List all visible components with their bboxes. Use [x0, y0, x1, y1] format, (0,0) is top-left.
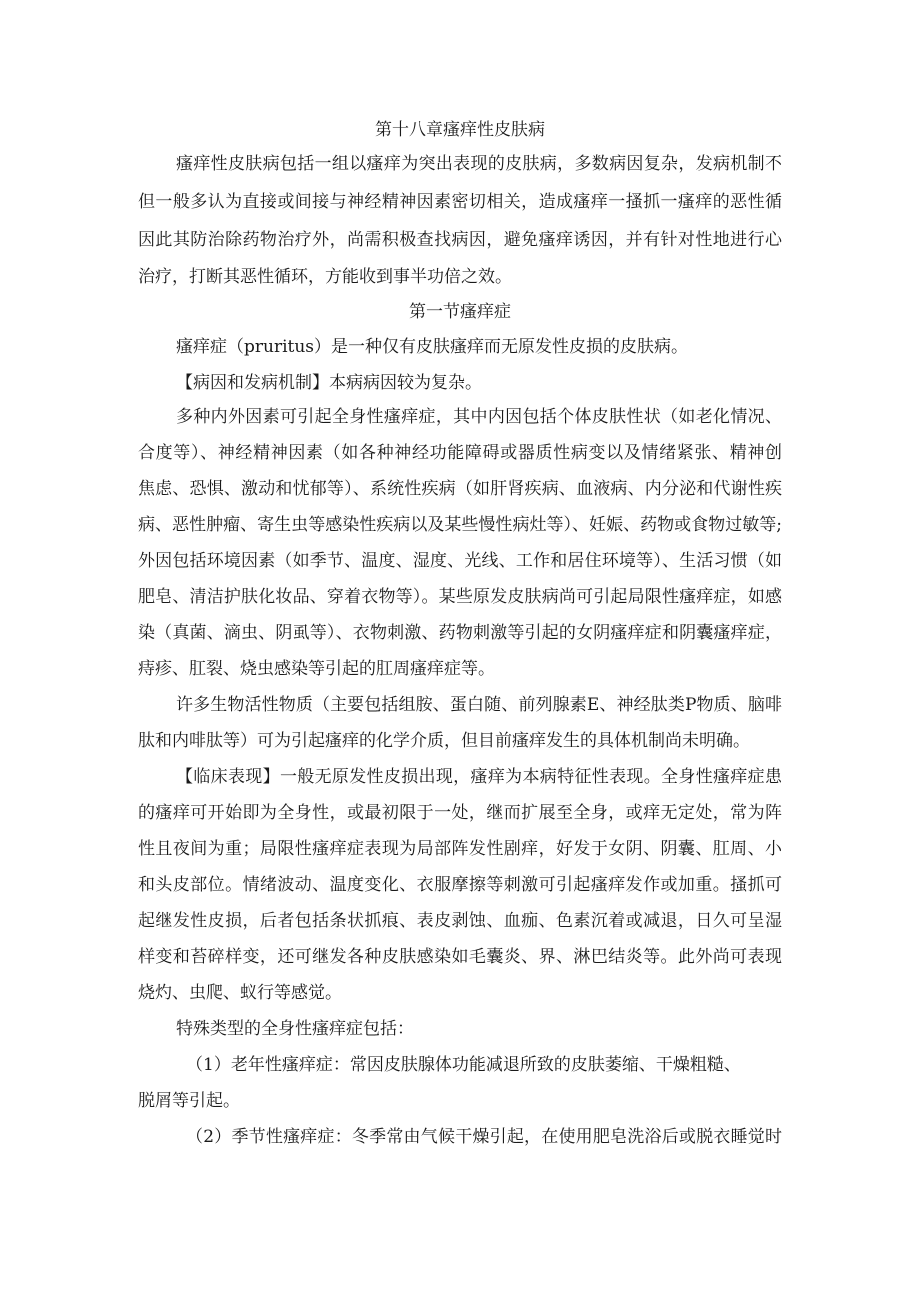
etiology-line: 多种内外因素可引起全身性瘙痒症，其中内因包括个体皮肤性状（如老化情况、: [176, 407, 782, 427]
intro-line: 因此其防治除药物治疗外，尚需积极查找病因，避免瘙痒诱因，并有针对性地进行心: [138, 230, 782, 250]
intro-line: 瘙痒性皮肤病包括一组以瘙痒为突出表现的皮肤病，多数病因复杂，发病机制不: [176, 154, 782, 174]
clinical-line: 【临床表现】一般无原发性皮损出现，瘙痒为本病特征性表现。全身性瘙痒症患: [176, 767, 782, 787]
mediator-line: 肽和内啡肽等）可为引起瘙痒的化学介质，但目前瘙痒发生的具体机制尚未明确。: [138, 731, 750, 751]
intro-line: 但一般多认为直接或间接与神经精神因素密切相关，造成瘙痒一搔抓一瘙痒的恶性循: [138, 192, 782, 212]
intro-line: 治疗，打断其恶性循环，方能收到事半功倍之效。: [138, 267, 512, 287]
clinical-line: 的瘙痒可开始即为全身性，或最初限于一处，继而扩展至全身，或痒无定处，常为阵: [138, 803, 782, 823]
mediator-line: 许多生物活性物质（主要包括组胺、蛋白随、前列腺素E、神经肽类P物质、脑啡: [176, 695, 782, 715]
clinical-line: 样变和苔碎样变，还可继发各种皮肤感染如毛囊炎、界、淋巴结炎等。此外尚可表现: [138, 947, 782, 967]
definition-line: 瘙痒症（pruritus）是一种仅有皮肤瘙痒而无原发性皮损的皮肤病。: [176, 337, 689, 357]
special-types-intro: 特殊类型的全身性瘙痒症包括：: [176, 1019, 414, 1039]
etiology-line: 外因包括环境因素（如季节、温度、湿度、光线、工作和居住环境等）、生活习惯（如: [138, 551, 782, 571]
section-title: 第一节瘙痒症: [409, 302, 511, 322]
clinical-line: 起继发性皮损，后者包括条状抓痕、表皮剥蚀、血痂、色素沉着或减退，日久可呈湿: [138, 911, 782, 931]
etiology-line: 染（真菌、滴虫、阴虱等）、衣物刺激、药物刺激等引起的女阴瘙痒症和阴囊瘙痒症，: [138, 623, 782, 643]
etiology-line: 痔疹、肛裂、烧虫感染等引起的肛周瘙痒症等。: [138, 659, 495, 679]
etiology-heading: 【病因和发病机制】本病病因较为复杂。: [176, 373, 482, 393]
list-item-1-continued: 脱屑等引起。: [138, 1091, 240, 1111]
etiology-line: 焦虑、恐惧、激动和忧郁等）、系统性疾病（如肝肾疾病、血液病、内分泌和代谢性疾: [138, 479, 782, 499]
list-item-2: （2）季节性瘙痒症：冬季常由气候干燥引起，在使用肥皂洗浴后或脱衣睡觉时: [186, 1127, 782, 1147]
etiology-line: 病、恶性肿瘤、寄生虫等感染性疾病以及某些慢性病灶等）、妊娠、药物或食物过敏等;: [138, 515, 782, 535]
etiology-line: 合度等）、神经精神因素（如各种神经功能障碍或器质性病变以及情绪紧张、精神创: [138, 443, 782, 463]
chapter-title: 第十八章瘙痒性皮肤病: [375, 120, 545, 140]
clinical-line: 烧灼、虫爬、蚁行等感觉。: [138, 983, 342, 1003]
clinical-line: 性且夜间为重；局限性瘙痒症表现为局部阵发性剧痒，好发于女阴、阴囊、肛周、小: [138, 839, 782, 859]
etiology-line: 肥皂、清洁护肤化妆品、穿着衣物等）。某些原发皮肤病尚可引起局限性瘙痒症，如感: [138, 587, 782, 607]
clinical-line: 和头皮部位。情绪波动、温度变化、衣服摩擦等刺激可引起瘙痒发作或加重。搔抓可: [138, 875, 782, 895]
list-item-1: （1）老年性瘙痒症：常因皮肤腺体功能减退所致的皮肤萎缩、干燥粗糙、: [186, 1055, 741, 1075]
